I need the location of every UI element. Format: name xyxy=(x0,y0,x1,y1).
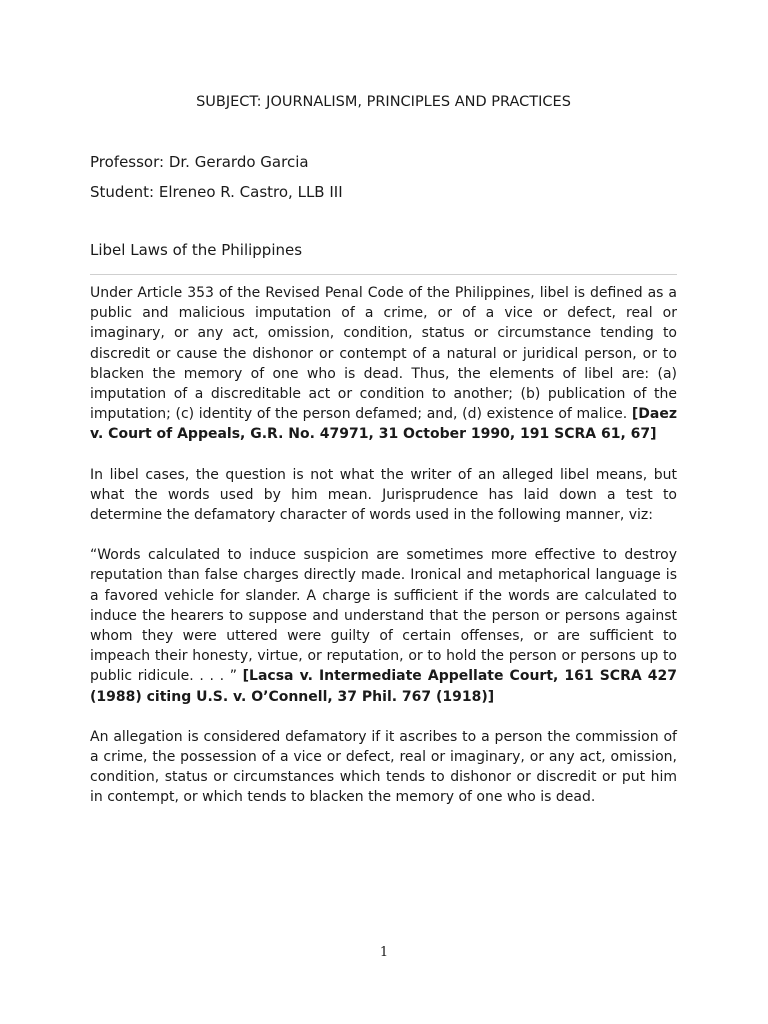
paragraph-text: In libel cases, the question is not what the writer of an alleged libel means, but what the words used by him mean. Jurisprudence has laid down a test to determine the defamatory character of words used in the following manner, viz: xyxy=(90,466,677,524)
paragraph-text: “Words calculated to induce suspicion are sometimes more effective to destroy reputation than false charges directly made. Ironical and metaphorical language is a favored vehicle for slander. A charge is sufficient if the words are calculated to induce the hearers to suppose and understand that the person or persons against whom they were uttered were guilty of certain offenses, or are sufficient to impeach their honesty, virtue, or reputation, or to hold the person or persons up to public ridicule. . . . ” xyxy=(90,547,677,685)
document-body xyxy=(90,92,677,808)
paragraph-allegation xyxy=(90,727,677,808)
paragraph-article-353 xyxy=(90,283,677,445)
citation-lacsa: [Lacsa v. Intermediate Appellate Court, 161 SCRA 427 (1988) citing U.S. v. O’Connell, 37 Phil. 767 (1918)] xyxy=(90,668,678,705)
citation-daez: [Daez v. Court of Appeals, G.R. No. 47971, 31 October 1990, 191 SCRA 61, 67] xyxy=(90,406,677,443)
paragraph-libel-test xyxy=(90,465,677,526)
subject-heading: SUBJECT: JOURNALISM, PRINCIPLES AND PRACTICES xyxy=(196,94,571,110)
professor-line: Professor: Dr. Gerardo Garcia xyxy=(90,153,309,171)
student-line: Student: Elreneo R. Castro, LLB III xyxy=(90,183,343,201)
horizontal-divider xyxy=(90,274,677,275)
paragraph-text: Under Article 353 of the Revised Penal Code of the Philippines, libel is defined as a public and malicious imputation of a crime, or of a vice or defect, real or imaginary, or any act, omission, condition, status or circumstance tending to discredit or cause the dishonor or contempt of a natural or juridical person, or to blacken the memory of one who is dead. Thus, the elements of libel are: (a) imputation of a discreditable act or condition to another; (b) publication of the imputation; (c) identity of the person defamed; and, (d) existence of malice. xyxy=(90,285,677,423)
paragraph-quotation xyxy=(90,545,677,707)
paragraph-text: An allegation is considered defamatory if it ascribes to a person the commission of a crime, the possession of a vice or defect, real or imaginary, or any act, omission, condition, status or circumstances which tends to dishonor or discredit or put him in contempt, or which tends to blacken the memory of one who is dead. xyxy=(90,728,677,806)
page-number: 1 xyxy=(379,945,389,960)
section-title: Libel Laws of the Philippines xyxy=(90,241,303,259)
